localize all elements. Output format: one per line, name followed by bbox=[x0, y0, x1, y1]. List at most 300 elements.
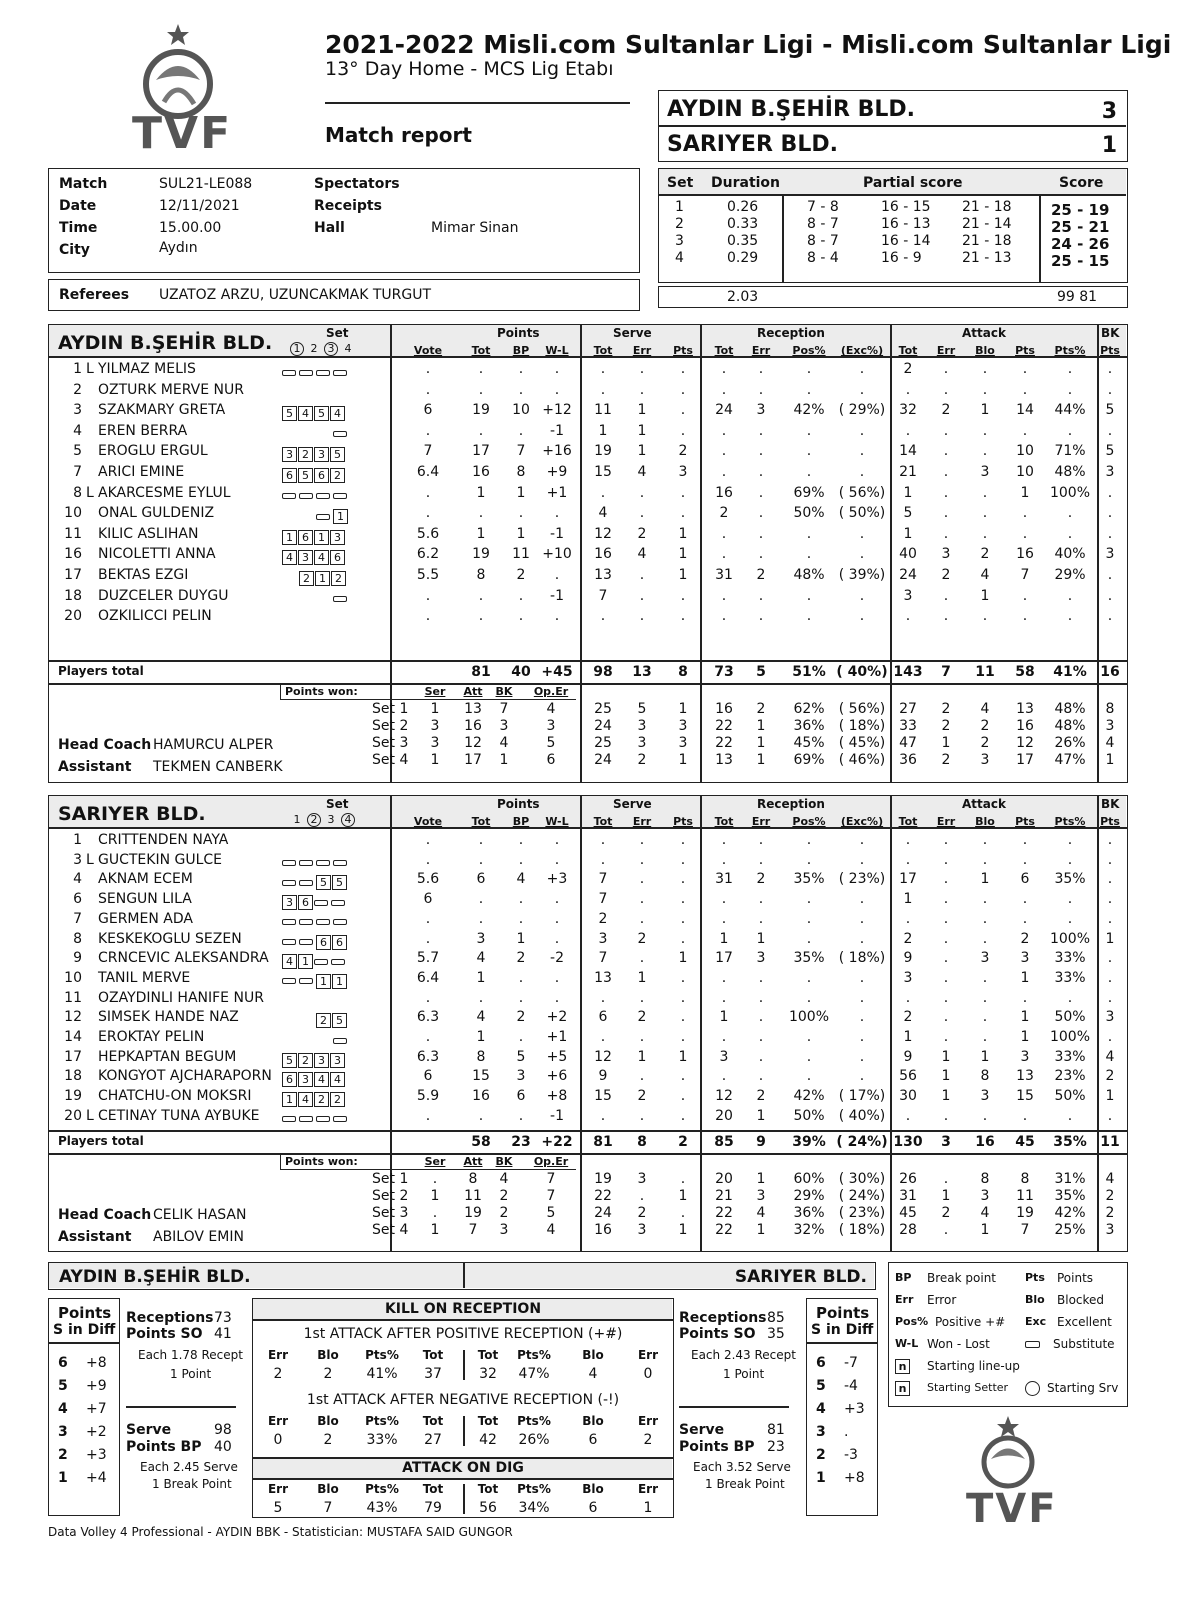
stat-rpos: 35% bbox=[793, 950, 825, 967]
stat-apct: 33% bbox=[1054, 950, 1086, 967]
stat-rexc: ( 29%) bbox=[838, 402, 886, 419]
set-stat-serr: 2 bbox=[637, 1205, 647, 1221]
tvf-logo-footer-text: TVF bbox=[966, 1486, 1058, 1532]
stat-rerr: 1 bbox=[756, 1107, 766, 1124]
player-name: OZAYDINLI HANIFE NUR bbox=[98, 989, 264, 1006]
stat-tot: 8 bbox=[476, 567, 486, 583]
starting-position: 1 bbox=[316, 974, 331, 989]
set-stat-rpos: 45% bbox=[793, 735, 825, 751]
player-set-positions bbox=[282, 892, 348, 911]
set-stat-bk: 3 bbox=[1105, 718, 1115, 734]
stat-rtot: . bbox=[721, 851, 727, 868]
summary-home-team: AYDIN B.ŞEHİR BLD. bbox=[59, 1267, 251, 1287]
attack-on-dig-value: 5 bbox=[273, 1500, 283, 1516]
players-total-label: Players total bbox=[58, 664, 144, 678]
starting-position: 2 bbox=[298, 1053, 313, 1068]
substitute-icon bbox=[314, 959, 328, 965]
set-score: 25 - 15 bbox=[1051, 252, 1110, 270]
stat-ablo: 1 bbox=[980, 402, 990, 419]
stat-spts: 1 bbox=[678, 1048, 688, 1065]
starting-position: 2 bbox=[330, 468, 345, 483]
stat-rpos: 50% bbox=[793, 1107, 825, 1124]
stat-rtot: 1 bbox=[719, 930, 729, 947]
sets-in: 2 bbox=[816, 1447, 826, 1463]
stat-serr: 2 bbox=[637, 930, 647, 947]
substitute-icon bbox=[299, 880, 313, 886]
stat-serr: 4 bbox=[637, 546, 647, 563]
stat-bp: 3 bbox=[516, 1068, 526, 1085]
col-header-rtot: Tot bbox=[714, 344, 734, 357]
total-tot: 81 bbox=[471, 664, 491, 680]
divider bbox=[48, 1342, 120, 1344]
set-partial-1: 8 - 4 bbox=[807, 250, 839, 266]
tvf-logo bbox=[128, 22, 233, 159]
negative-reception-header: Err bbox=[637, 1414, 659, 1428]
set-stat-ablo: 2 bbox=[980, 735, 990, 751]
sets-in: 4 bbox=[816, 1401, 826, 1417]
total-spts: 2 bbox=[678, 1134, 688, 1150]
total-apct: 35% bbox=[1053, 1134, 1087, 1150]
stat-wl: -2 bbox=[550, 950, 564, 967]
col-header-apts: Pts bbox=[1015, 344, 1035, 357]
player-number: 3 bbox=[73, 851, 82, 868]
stat-rexc: . bbox=[859, 851, 865, 868]
set-number: 3 bbox=[675, 233, 684, 249]
stat-stot: . bbox=[600, 851, 606, 868]
stat-wl: -1 bbox=[550, 587, 564, 604]
set-partial-1: 8 - 7 bbox=[807, 216, 839, 232]
total-rtot: 85 bbox=[714, 1134, 734, 1150]
total-rexc: ( 24%) bbox=[836, 1134, 888, 1150]
home-each-recept: Each 1.78 Recept bbox=[138, 1348, 243, 1362]
divider bbox=[126, 1406, 236, 1408]
stat-apts: 1 bbox=[1020, 1009, 1030, 1026]
stat-rerr: . bbox=[758, 1029, 764, 1045]
diff: . bbox=[844, 1424, 849, 1440]
stat-bk: . bbox=[1107, 1029, 1113, 1045]
stat-bp: 8 bbox=[516, 464, 526, 480]
stat-stot: . bbox=[600, 1107, 606, 1124]
stat-spts: . bbox=[680, 1009, 686, 1026]
stat-wl: . bbox=[554, 989, 560, 1006]
stat-spts: . bbox=[680, 969, 686, 986]
total-apts: 45 bbox=[1015, 1134, 1035, 1150]
sets-col-score: Score bbox=[1059, 175, 1104, 191]
head-coach-name: HAMURCU ALPER bbox=[153, 737, 274, 753]
stat-rerr: . bbox=[758, 525, 764, 542]
starting-position: 2 bbox=[314, 1092, 329, 1107]
set-stat-rerr: 1 bbox=[756, 752, 766, 768]
home-receptions-label: Receptions bbox=[126, 1310, 214, 1326]
set-stat-ablo: 2 bbox=[980, 718, 990, 734]
col-header-rerr: Err bbox=[751, 344, 771, 357]
stat-serr: 1 bbox=[637, 1048, 647, 1065]
stat-serr: . bbox=[639, 1107, 645, 1124]
substitute-icon bbox=[333, 1038, 347, 1044]
stat-apts: 13 bbox=[1016, 1068, 1034, 1085]
set-duration: 0.35 bbox=[727, 233, 759, 249]
stat-rexc: . bbox=[859, 989, 865, 1006]
player-name: SIMSEK HANDE NAZ bbox=[98, 1009, 239, 1026]
points-won-value: 3 bbox=[499, 1222, 509, 1238]
player-set-positions bbox=[282, 853, 350, 872]
stat-apct: 40% bbox=[1054, 546, 1086, 563]
away-team-name: SARIYER BLD. bbox=[667, 132, 838, 157]
stat-bp: . bbox=[518, 1029, 524, 1045]
set-stat-stot: 24 bbox=[594, 718, 612, 734]
stat-serr: 1 bbox=[637, 969, 647, 986]
total-rerr: 9 bbox=[756, 1134, 766, 1150]
stat-aerr: . bbox=[943, 851, 949, 868]
stat-serr: 2 bbox=[637, 1088, 647, 1105]
stat-bp: . bbox=[518, 587, 524, 604]
col-header-ablo: Blo bbox=[975, 815, 995, 828]
stat-rtot: 17 bbox=[715, 950, 733, 967]
stat-atot: 1 bbox=[903, 1029, 913, 1045]
positive-reception-header: Pts% bbox=[517, 1348, 551, 1362]
points-won-value: 4 bbox=[499, 735, 509, 751]
stat-bk: 2 bbox=[1105, 1068, 1115, 1085]
set-stat-rpos: 36% bbox=[793, 1205, 825, 1221]
stat-serr: . bbox=[639, 851, 645, 868]
starting-position: 4 bbox=[314, 550, 329, 565]
home-points-bp-label: Points BP bbox=[126, 1439, 202, 1455]
stat-stot: 12 bbox=[594, 525, 612, 542]
stat-ablo: 4 bbox=[980, 567, 990, 583]
set-number: 1 bbox=[675, 199, 684, 215]
points-won-value: 1 bbox=[499, 752, 509, 768]
stat-rexc: . bbox=[859, 587, 865, 604]
player-set-positions bbox=[282, 1069, 346, 1088]
stat-bk: . bbox=[1107, 969, 1113, 986]
set-stat-serr: 3 bbox=[637, 718, 647, 734]
stat-apct: 50% bbox=[1054, 1088, 1086, 1105]
legend-box bbox=[888, 1262, 1128, 1407]
stat-ablo: . bbox=[982, 930, 988, 947]
set-stat-rtot: 22 bbox=[715, 735, 733, 751]
kill-title: KILL ON RECEPTION bbox=[384, 1301, 542, 1317]
positive-reception-header: Tot bbox=[422, 1348, 444, 1362]
stat-apct: . bbox=[1067, 525, 1073, 542]
player-name: GUCTEKIN GULCE bbox=[98, 851, 223, 868]
stat-rpos: . bbox=[806, 1068, 812, 1085]
stat-apct: . bbox=[1067, 381, 1073, 398]
substitute-icon bbox=[316, 514, 330, 520]
col-header-ablo: Blo bbox=[975, 344, 995, 357]
set-stat-rtot: 21 bbox=[715, 1188, 733, 1204]
negative-reception-value: 42 bbox=[479, 1432, 497, 1448]
stat-aerr: 1 bbox=[941, 1068, 951, 1085]
stat-tot: 4 bbox=[476, 1009, 486, 1026]
stat-rexc: . bbox=[859, 608, 865, 625]
set-stat-rpos: 32% bbox=[793, 1222, 825, 1238]
player-name: EREN BERRA bbox=[98, 422, 188, 439]
points-won-value: 6 bbox=[546, 752, 556, 768]
substitute-icon bbox=[282, 370, 296, 376]
player-number: 20 bbox=[64, 608, 82, 625]
set-stat-bk: 2 bbox=[1105, 1205, 1115, 1221]
away-each-serve: Each 3.52 Serve bbox=[693, 1460, 791, 1474]
player-name: NICOLETTI ANNA bbox=[98, 546, 216, 563]
points-won-label: Points won: bbox=[285, 685, 358, 698]
player-set-positions bbox=[282, 383, 350, 402]
set-stat-atot: 31 bbox=[899, 1188, 917, 1204]
stat-rtot: 16 bbox=[715, 484, 733, 501]
stat-apts: . bbox=[1022, 608, 1028, 625]
substitute-icon bbox=[333, 431, 347, 437]
negative-reception-value: 2 bbox=[643, 1432, 653, 1448]
substitute-icon bbox=[299, 493, 313, 499]
substitute-icon bbox=[333, 1116, 347, 1122]
set-stat-aerr: 2 bbox=[941, 752, 951, 768]
stat-rexc: . bbox=[859, 832, 865, 848]
stat-rpos: . bbox=[806, 361, 812, 377]
points-won-value: 3 bbox=[430, 718, 440, 734]
stat-apct: 23% bbox=[1054, 1068, 1086, 1085]
substitute-icon bbox=[316, 493, 330, 499]
stat-bp: . bbox=[518, 989, 524, 1006]
starting-position: 2 bbox=[330, 1092, 345, 1107]
stat-wl: +6 bbox=[546, 1068, 568, 1085]
stat-spts: . bbox=[680, 832, 686, 848]
attack-on-dig-header: Blo bbox=[317, 1482, 339, 1496]
stat-bk: . bbox=[1107, 567, 1113, 583]
positive-reception-header: Blo bbox=[582, 1348, 604, 1362]
stat-aerr: 2 bbox=[941, 402, 951, 419]
legend-text: Starting line-up bbox=[927, 1359, 1020, 1373]
player-set-positions bbox=[282, 486, 350, 505]
stat-spts: . bbox=[680, 361, 686, 377]
stat-rerr: . bbox=[758, 1048, 764, 1065]
stat-ablo: . bbox=[982, 891, 988, 908]
player-set-positions bbox=[282, 872, 348, 891]
points-won-value: 5 bbox=[546, 1205, 556, 1221]
legend-abbr: Err bbox=[895, 1293, 914, 1306]
set-stat-apts: 8 bbox=[1020, 1171, 1030, 1187]
stat-ablo: . bbox=[982, 1107, 988, 1124]
stat-apct: . bbox=[1067, 851, 1073, 868]
stat-apts: 10 bbox=[1016, 443, 1034, 460]
stat-spts: 2 bbox=[678, 443, 688, 460]
attack-on-dig-value: 7 bbox=[323, 1500, 333, 1516]
set-stat-bk: 3 bbox=[1105, 1222, 1115, 1238]
stat-atot: 40 bbox=[899, 546, 917, 563]
player-set-positions bbox=[282, 932, 348, 951]
stat-bk: . bbox=[1107, 608, 1113, 625]
set-stat-rexc: ( 30%) bbox=[838, 1171, 886, 1187]
stat-aerr: . bbox=[943, 989, 949, 1006]
stat-bp: 2 bbox=[516, 567, 526, 583]
col-header-serr: Err bbox=[632, 344, 652, 357]
group-points-label: Points bbox=[497, 326, 540, 340]
player-name: YILMAZ MELIS bbox=[98, 361, 196, 377]
col-header-rpos: Pos% bbox=[792, 344, 826, 357]
points-won-value: 5 bbox=[546, 735, 556, 751]
stat-stot: 6 bbox=[598, 1009, 608, 1026]
player-set-positions bbox=[282, 1109, 350, 1128]
negative-reception-header: Pts% bbox=[365, 1414, 399, 1428]
stat-tot: 16 bbox=[472, 1088, 490, 1105]
player-number: 10 bbox=[64, 969, 82, 986]
stat-vote: 6 bbox=[423, 891, 433, 908]
total-rpos: 39% bbox=[792, 1134, 826, 1150]
stat-spts: 1 bbox=[678, 950, 688, 967]
set-stat-bk: 4 bbox=[1105, 735, 1115, 751]
stat-vote: . bbox=[425, 422, 431, 439]
col-header-vote: Vote bbox=[413, 344, 443, 357]
total-ablo: 11 bbox=[975, 664, 995, 680]
stat-bp: 4 bbox=[516, 871, 526, 888]
starting-position: 3 bbox=[314, 447, 329, 462]
set-stat-rexc: ( 45%) bbox=[838, 735, 886, 751]
label-time: Time bbox=[59, 220, 98, 236]
set-number: 2 bbox=[675, 216, 684, 232]
set-number-4: 4 bbox=[344, 342, 352, 355]
stat-atot: 32 bbox=[899, 402, 917, 419]
stat-rtot: 12 bbox=[715, 1088, 733, 1105]
total-stot: 81 bbox=[593, 1134, 613, 1150]
stat-stot: 7 bbox=[598, 871, 608, 888]
stat-tot: 1 bbox=[476, 484, 486, 501]
stat-tot: 15 bbox=[472, 1068, 490, 1085]
set-stat-atot: 27 bbox=[899, 701, 917, 717]
set-label: Set 3 bbox=[372, 1205, 409, 1221]
starting-position: 4 bbox=[282, 550, 297, 565]
negative-reception-header: Blo bbox=[317, 1414, 339, 1428]
match-hall: Mimar Sinan bbox=[431, 220, 519, 236]
stat-bk: . bbox=[1107, 910, 1113, 927]
stat-apts: 6 bbox=[1020, 871, 1030, 888]
stat-rerr: . bbox=[758, 464, 764, 480]
set-stat-ablo: 3 bbox=[980, 752, 990, 768]
set-stat-spts: 1 bbox=[678, 1188, 688, 1204]
sets-in: 4 bbox=[58, 1401, 68, 1417]
stat-tot: 19 bbox=[472, 546, 490, 563]
sets-in: 6 bbox=[816, 1355, 826, 1371]
positive-reception-value: 2 bbox=[273, 1366, 283, 1382]
divider bbox=[806, 1342, 878, 1344]
home-team-name: AYDIN B.ŞEHİR BLD. bbox=[667, 97, 915, 122]
stat-atot: 9 bbox=[903, 950, 913, 967]
away-break-point: 1 Break Point bbox=[705, 1477, 785, 1491]
divider bbox=[252, 1319, 674, 1321]
stat-aerr: . bbox=[943, 443, 949, 460]
player-number: 20 bbox=[64, 1107, 82, 1124]
match-time: 15.00.00 bbox=[159, 220, 222, 236]
stat-ablo: . bbox=[982, 832, 988, 848]
stat-apts: . bbox=[1022, 910, 1028, 927]
stat-bp: . bbox=[518, 381, 524, 398]
player-name: EROGLU ERGUL bbox=[98, 443, 208, 460]
stat-spts: 3 bbox=[678, 464, 688, 480]
sets-in: 3 bbox=[816, 1424, 826, 1440]
set-stat-rpos: 36% bbox=[793, 718, 825, 734]
away-receptions-label: Receptions bbox=[679, 1310, 767, 1326]
points-won-col: BK bbox=[495, 1155, 513, 1168]
stat-stot: 12 bbox=[594, 1048, 612, 1065]
stat-serr: . bbox=[639, 871, 645, 888]
stat-tot: 16 bbox=[472, 464, 490, 480]
home-each-serve: Each 2.45 Serve bbox=[140, 1460, 238, 1474]
stat-rexc: . bbox=[859, 1068, 865, 1085]
set-stat-stot: 24 bbox=[594, 1205, 612, 1221]
col-header-tot: Tot bbox=[471, 344, 491, 357]
stat-apts: 1 bbox=[1020, 484, 1030, 501]
player-number: 7 bbox=[73, 910, 82, 927]
stat-vote: 6.3 bbox=[416, 1009, 440, 1026]
stat-apts: 7 bbox=[1020, 567, 1030, 583]
stat-bk: . bbox=[1107, 381, 1113, 398]
team-score-box bbox=[658, 90, 1128, 162]
match-code: SUL21-LE088 bbox=[159, 176, 253, 192]
stat-rtot: 2 bbox=[719, 505, 729, 522]
stat-rerr: . bbox=[758, 361, 764, 377]
stat-wl: +3 bbox=[546, 871, 568, 888]
divider bbox=[48, 683, 1128, 685]
starting-position: 3 bbox=[330, 1053, 345, 1068]
substitute-icon bbox=[316, 370, 330, 376]
stat-ablo: . bbox=[982, 505, 988, 522]
home-recept-point: 1 Point bbox=[170, 1367, 212, 1381]
stat-tot: 1 bbox=[476, 525, 486, 542]
stat-spts: . bbox=[680, 871, 686, 888]
points-won-col: Ser bbox=[424, 685, 446, 698]
stat-rexc: ( 39%) bbox=[838, 567, 886, 583]
set-stat-rerr: 1 bbox=[756, 1171, 766, 1187]
stat-wl: +10 bbox=[542, 546, 572, 563]
stat-stot: 1 bbox=[598, 422, 608, 439]
stat-bp: . bbox=[518, 505, 524, 522]
stat-aerr: . bbox=[943, 381, 949, 398]
starting-position: 1 bbox=[298, 954, 313, 969]
group-bk-label: BK bbox=[1101, 797, 1120, 811]
stat-atot: . bbox=[905, 832, 911, 848]
points-won-col: Att bbox=[463, 1155, 483, 1168]
set-score: 24 - 26 bbox=[1051, 235, 1110, 253]
set-stat-apts: 13 bbox=[1016, 701, 1034, 717]
stat-atot: 3 bbox=[903, 587, 913, 604]
divider bbox=[252, 1457, 674, 1459]
stat-rerr: . bbox=[758, 381, 764, 398]
stat-atot: . bbox=[905, 989, 911, 1006]
label-date: Date bbox=[59, 198, 97, 214]
stat-atot: 3 bbox=[903, 969, 913, 986]
stat-tot: 6 bbox=[476, 871, 486, 888]
player-set-positions bbox=[282, 444, 346, 463]
stat-ablo: 1 bbox=[980, 1048, 990, 1065]
stat-bk: 4 bbox=[1105, 1048, 1115, 1065]
starting-position: 5 bbox=[316, 875, 331, 890]
stat-serr: . bbox=[639, 1068, 645, 1085]
stat-ablo: 8 bbox=[980, 1068, 990, 1085]
total-serr: 13 bbox=[632, 664, 652, 680]
positive-reception-value: 2 bbox=[323, 1366, 333, 1382]
stat-ablo: . bbox=[982, 851, 988, 868]
starting-position: 4 bbox=[298, 1092, 313, 1107]
group-attack-label: Attack bbox=[962, 797, 1006, 811]
starting-position: 1 bbox=[332, 974, 347, 989]
stat-serr: 2 bbox=[637, 525, 647, 542]
players-total-label: Players total bbox=[58, 1134, 144, 1148]
starting-position: 2 bbox=[298, 447, 313, 462]
stat-apct: . bbox=[1067, 505, 1073, 522]
player-set-positions bbox=[282, 568, 347, 587]
stat-rpos: . bbox=[806, 1048, 812, 1065]
stat-wl: +16 bbox=[542, 443, 572, 460]
stat-stot: 16 bbox=[594, 546, 612, 563]
head-coach-label: Head Coach bbox=[58, 1207, 152, 1223]
stat-wl: +1 bbox=[546, 484, 568, 501]
